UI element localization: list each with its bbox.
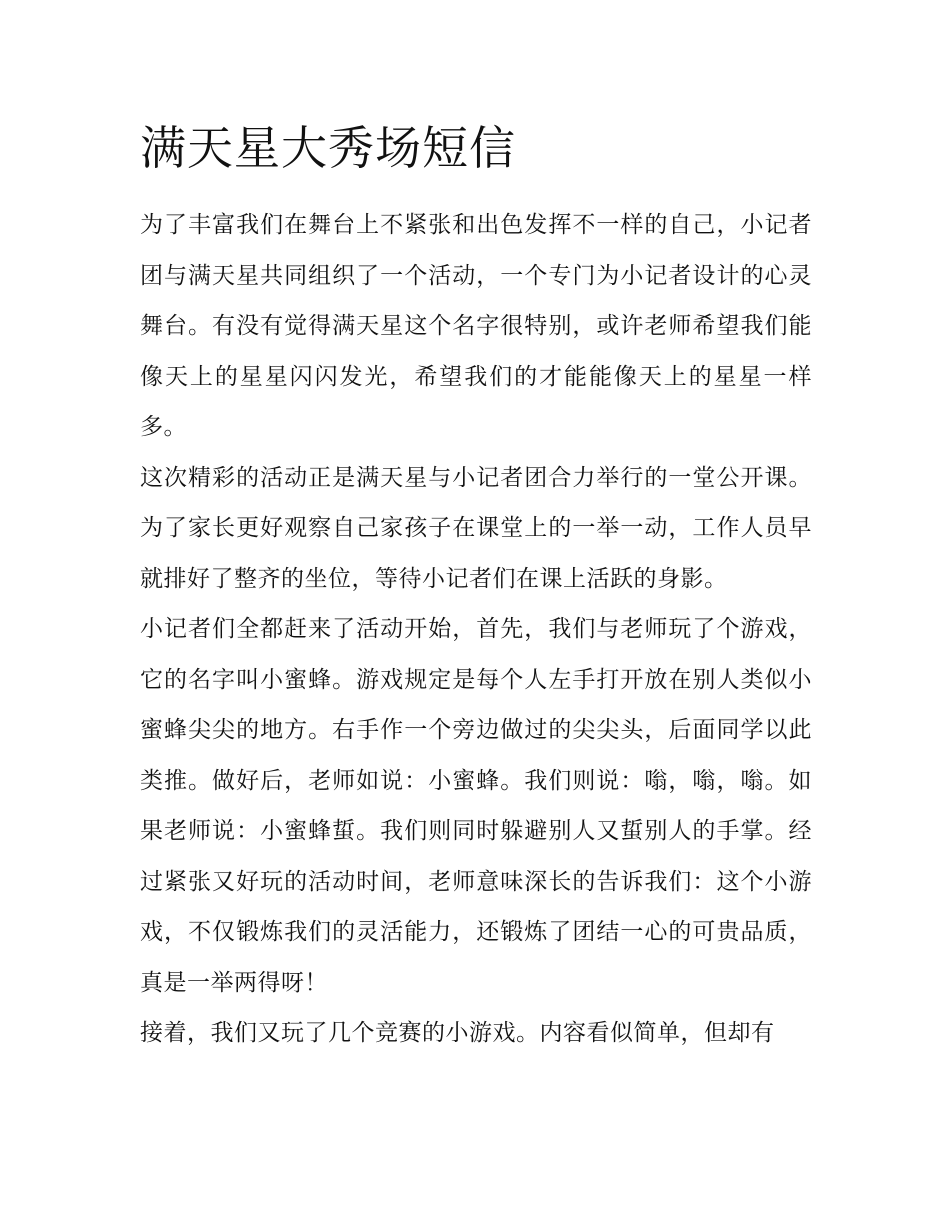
document-page <box>140 118 812 1059</box>
document-title: 满天星大秀场短信 <box>140 121 516 175</box>
paragraph-4: 接着，我们又玩了几个竞赛的小游戏。内容看似简单，但却有 <box>140 1020 775 1046</box>
paragraph-3: 小记者们全都赶来了活动开始，首先，我们与老师玩了个游戏，它的名字叫小蜜蜂。游戏规定是每个人左手打开放在别人类似小蜜蜂尖尖的地方。右手作一个旁边做过的尖尖头，后面同学以此类推。做好后，老师如说：小蜜蜂。我们则说：嗡，嗡，嗡。如果老师说：小蜜蜂蜇。我们则同时躲避别人又蜇别人的手掌。经过紧张又好玩的活动时间，老师意味深长的告诉我们：这个小游戏，不仅锻炼我们的灵活能力，还锻炼了团结一心的可贵品质，真是一举两得呀！ <box>140 616 812 996</box>
paragraph-2: 这次精彩的活动正是满天星与小记者团合力举行的一堂公开课。为了家长更好观察自己家孩子在课堂上的一举一动，工作人员早就排好了整齐的坐位，等待小记者们在课上活跃的身影。 <box>140 464 812 592</box>
paragraph-1: 为了丰富我们在舞台上不紧张和出色发挥不一样的自己，小记者团与满天星共同组织了一个活动，一个专门为小记者设计的心灵舞台。有没有觉得满天星这个名字很特别，或许老师希望我们能像天上的星星闪闪发光，希望我们的才能能像天上的星星一样多。 <box>140 212 812 440</box>
